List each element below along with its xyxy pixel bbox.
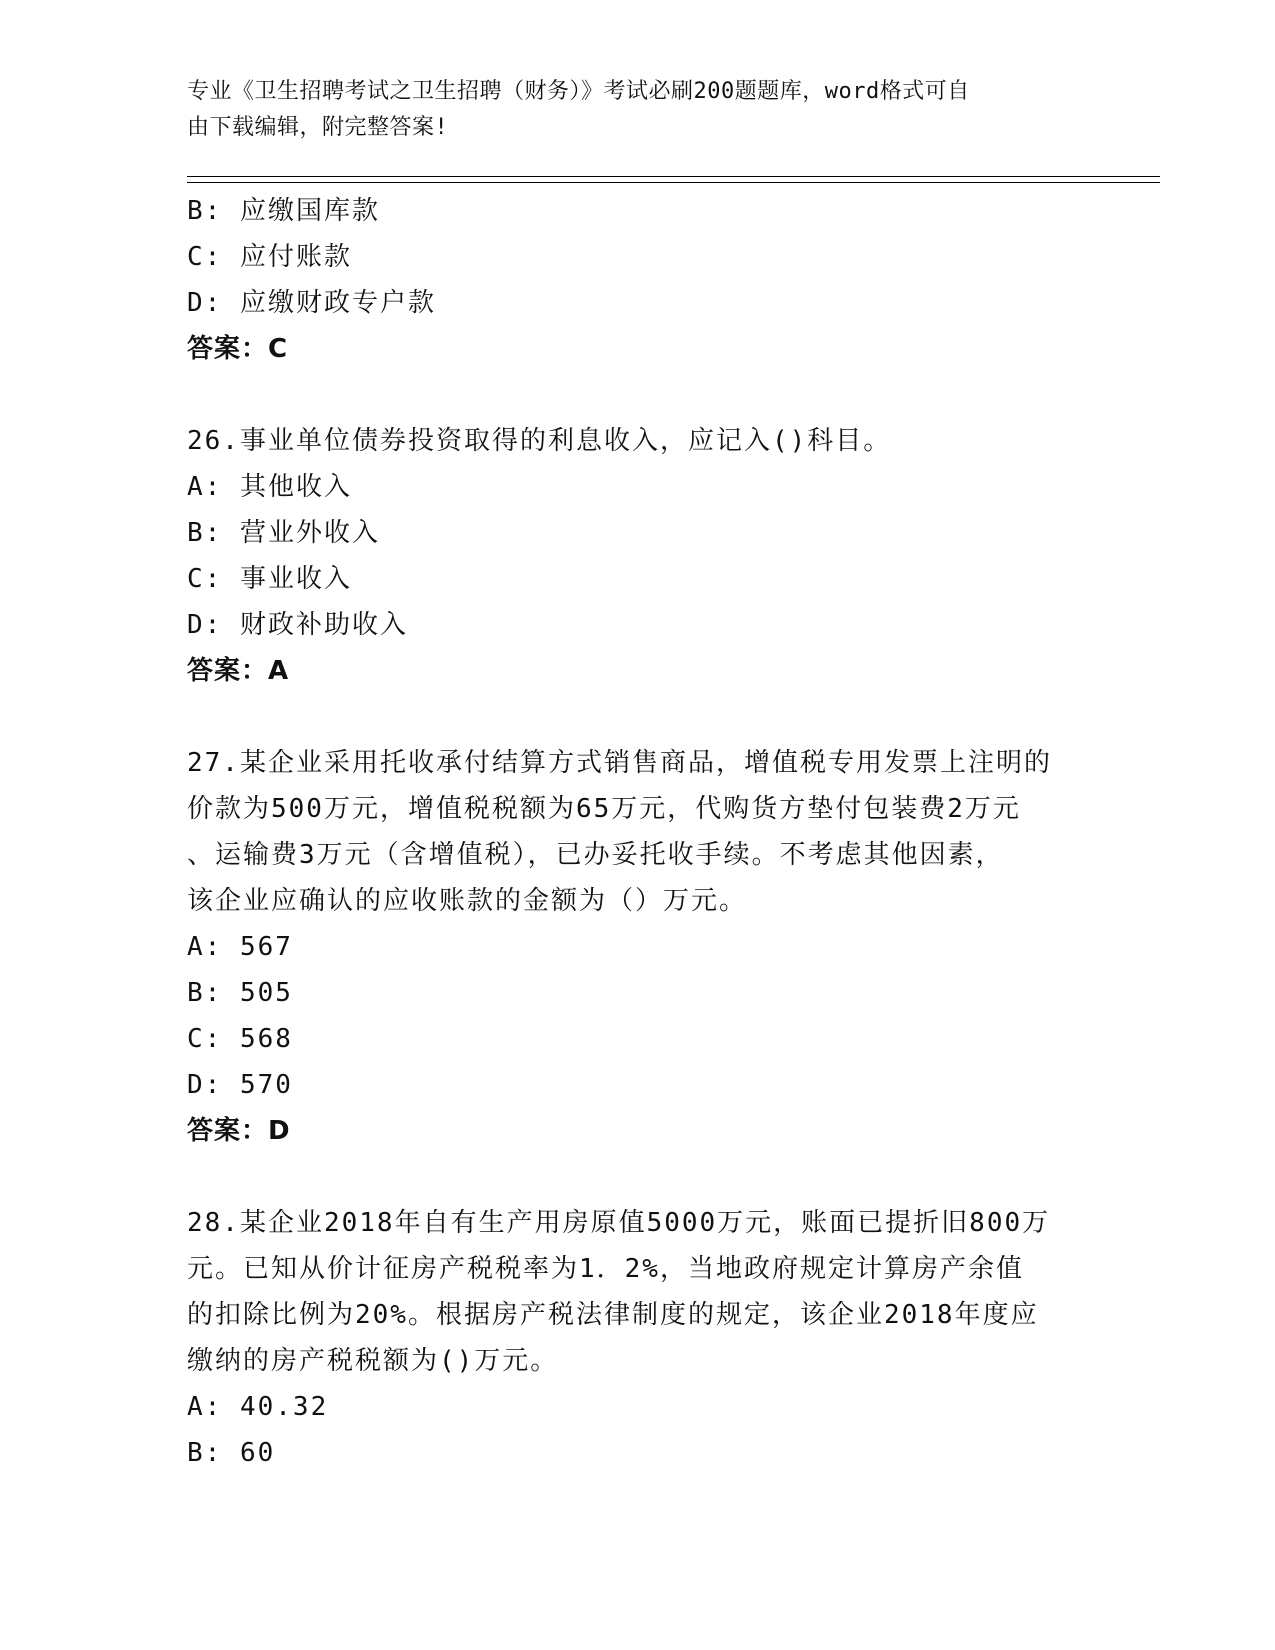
option-a: A: 567	[187, 932, 293, 962]
question-25-continuation	[187, 188, 1087, 372]
option-d: D: 570	[187, 1070, 293, 1100]
document-body	[187, 188, 1087, 1476]
option-c: C: 事业收入	[187, 564, 352, 594]
header-line-1: 专业《卫生招聘考试之卫生招聘（财务）》考试必刷200题题库，word格式可自	[187, 79, 970, 104]
option-d: D: 财政补助收入	[187, 610, 408, 640]
option-b: B: 应缴国库款	[187, 196, 380, 226]
question-27	[187, 740, 1087, 1154]
question-stem-line: 元。已知从价计征房产税税率为1．2%，当地政府规定计算房产余值	[187, 1254, 1024, 1284]
question-stem-line: 缴纳的房产税税额为()万元。	[187, 1346, 559, 1376]
answer-line: 答案：A	[187, 656, 290, 686]
question-stem-line: 27.某企业采用托收承付结算方式销售商品，增值税专用发票上注明的	[187, 748, 1052, 778]
question-stem-line: 该企业应确认的应收账款的金额为（）万元。	[187, 886, 748, 916]
option-b: B: 营业外收入	[187, 518, 380, 548]
option-a: A: 40.32	[187, 1392, 329, 1422]
option-b: B: 60	[187, 1438, 276, 1468]
question-26	[187, 418, 1087, 694]
question-stem-line: 价款为500万元，增值税税额为65万元，代购货方垫付包装费2万元	[187, 794, 1021, 824]
question-stem-line: 、运输费3万元（含增值税），已办妥托收手续。不考虑其他因素，	[187, 840, 1004, 870]
header-divider-bottom	[187, 182, 1160, 183]
answer-line: 答案：D	[187, 1116, 291, 1146]
document-header	[187, 74, 1087, 146]
question-stem-line: 的扣除比例为20%。根据房产税法律制度的规定，该企业2018年度应	[187, 1300, 1039, 1330]
question-stem-line: 28.某企业2018年自有生产用房原值5000万元，账面已提折旧800万	[187, 1208, 1051, 1238]
answer-line: 答案：C	[187, 334, 289, 364]
header-line-2: 由下载编辑，附完整答案!	[187, 115, 449, 140]
spacer	[187, 694, 1087, 740]
option-c: C: 应付账款	[187, 242, 352, 272]
header-divider-top	[187, 176, 1160, 177]
spacer	[187, 372, 1087, 418]
question-stem: 26.事业单位债券投资取得的利息收入，应记入()科目。	[187, 426, 892, 456]
spacer	[187, 1154, 1087, 1200]
question-28	[187, 1200, 1087, 1476]
option-d: D: 应缴财政专户款	[187, 288, 436, 318]
option-c: C: 568	[187, 1024, 293, 1054]
option-a: A: 其他收入	[187, 472, 352, 502]
option-b: B: 505	[187, 978, 293, 1008]
